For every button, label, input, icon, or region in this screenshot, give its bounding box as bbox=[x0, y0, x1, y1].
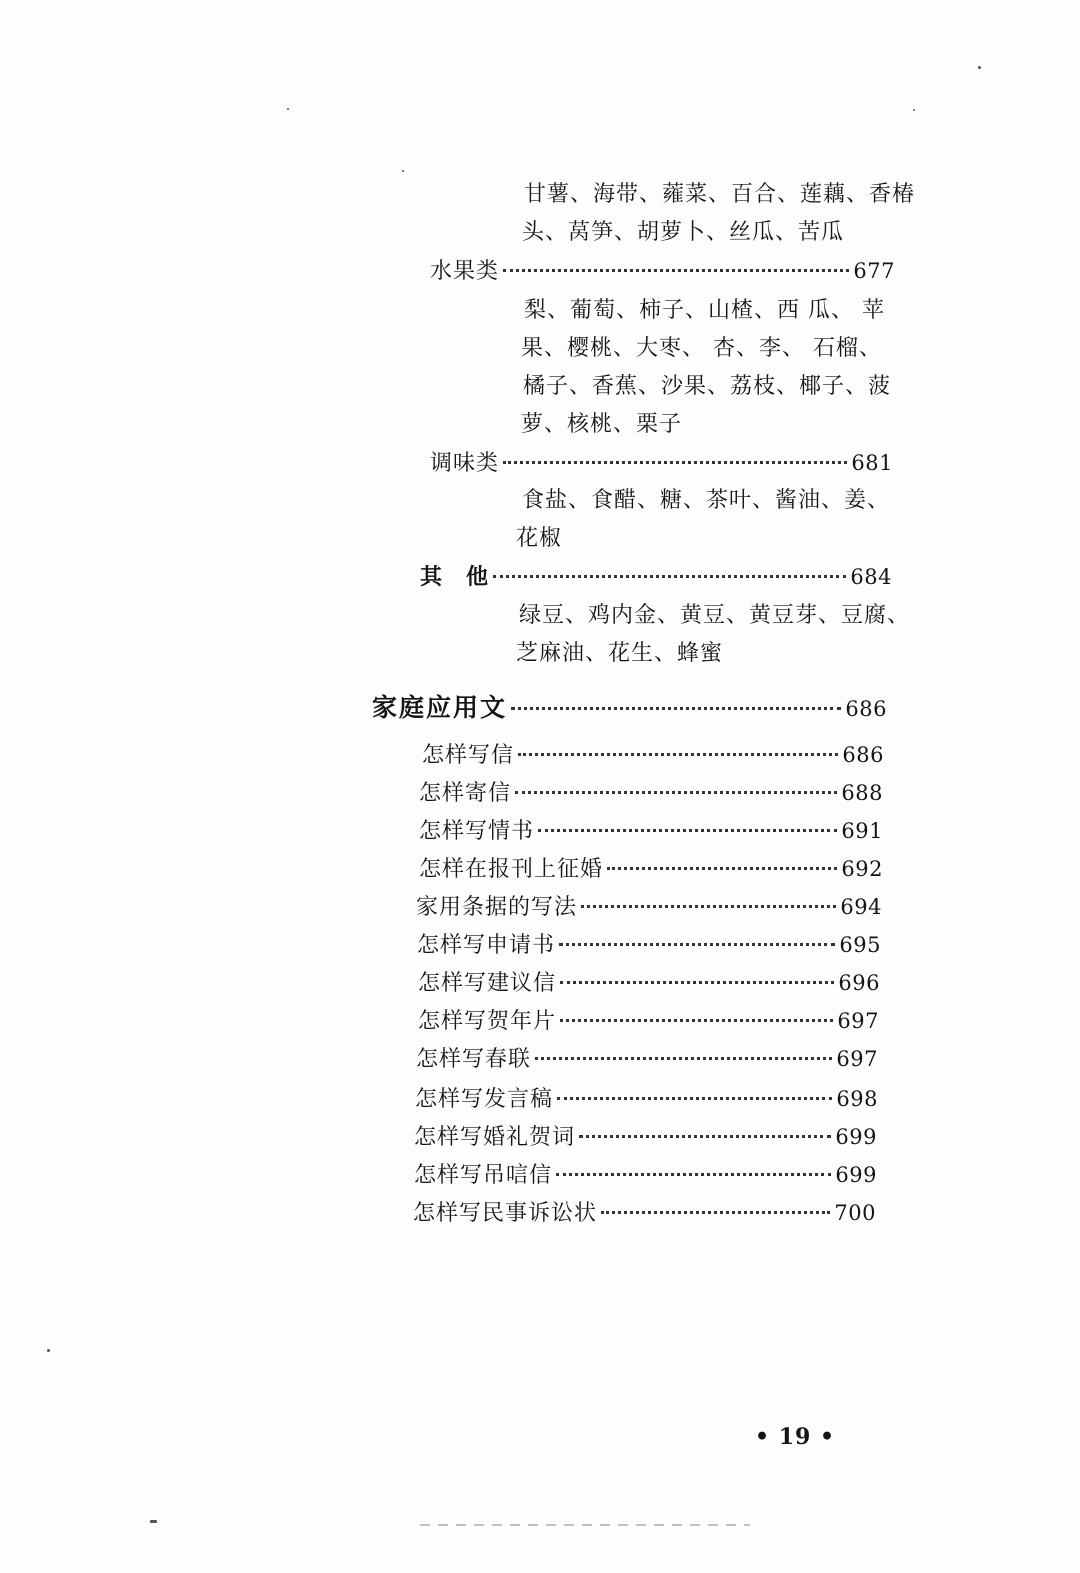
toc-item-page: 698 bbox=[836, 1087, 878, 1111]
scan-speck bbox=[287, 108, 289, 110]
seasoning-list-line: 花椒 bbox=[516, 526, 563, 551]
dot-leader bbox=[557, 1097, 832, 1100]
toc-item[interactable] bbox=[413, 1194, 876, 1233]
toc-item[interactable] bbox=[417, 926, 881, 965]
dot-leader bbox=[560, 981, 834, 984]
toc-item-label: 怎样写发言稿 bbox=[415, 1087, 554, 1112]
dot-leader bbox=[511, 707, 841, 710]
toc-item-label: 怎样写贺年片 bbox=[418, 1009, 557, 1034]
toc-item-label: 怎样写情书 bbox=[419, 819, 535, 844]
toc-item-label: 怎样写婚礼贺词 bbox=[414, 1125, 576, 1150]
toc-item-label: 家用条据的写法 bbox=[416, 895, 578, 920]
toc-item-page: 694 bbox=[840, 895, 882, 919]
toc-entry-seasoning[interactable] bbox=[430, 444, 893, 483]
toc-item-page: 697 bbox=[836, 1047, 878, 1071]
toc-item-page: 699 bbox=[835, 1125, 877, 1149]
dot-leader bbox=[503, 461, 847, 464]
toc-item-label: 怎样写民事诉讼状 bbox=[413, 1201, 598, 1226]
scan-artifact-line bbox=[420, 1524, 750, 1526]
toc-item[interactable] bbox=[414, 1156, 877, 1195]
dot-leader bbox=[560, 1019, 833, 1022]
toc-entry-page: 677 bbox=[853, 259, 895, 283]
vegetable-list-line: 头、莴笋、胡萝卜、丝瓜、苦瓜 bbox=[522, 220, 845, 245]
toc-item-page: 697 bbox=[837, 1009, 879, 1033]
dot-leader bbox=[503, 269, 849, 272]
other-list-line: 绿豆、鸡内金、黄豆、黄豆芽、豆腐、 bbox=[519, 603, 911, 628]
toc-entry-page: 684 bbox=[850, 565, 892, 589]
toc-entry-label: 其 他 bbox=[420, 564, 490, 590]
toc-item[interactable] bbox=[414, 1118, 877, 1157]
dot-leader bbox=[601, 1211, 830, 1214]
dot-leader bbox=[579, 1135, 831, 1138]
dot-leader bbox=[607, 867, 837, 870]
toc-item-label: 怎样寄信 bbox=[419, 781, 512, 806]
toc-item[interactable] bbox=[418, 1002, 879, 1041]
section-title: 家庭应用文 bbox=[372, 693, 508, 722]
toc-item-page: 699 bbox=[835, 1163, 877, 1187]
dot-leader bbox=[556, 1173, 831, 1176]
seasoning-list-line: 食盐、食醋、糖、茶叶、酱油、姜、 bbox=[522, 488, 891, 513]
toc-item-page: 691 bbox=[841, 819, 883, 843]
dot-leader bbox=[581, 905, 836, 908]
fruit-list-line: 果、樱桃、大枣、 杏、李、 石榴、 bbox=[521, 336, 882, 361]
toc-item-page: 688 bbox=[841, 781, 883, 805]
dot-leader bbox=[559, 943, 835, 946]
toc-entry-label: 水果类 bbox=[430, 259, 500, 284]
other-list-line: 芝麻油、花生、蜂蜜 bbox=[516, 641, 724, 666]
toc-item-label: 怎样写春联 bbox=[416, 1047, 532, 1072]
toc-entry-label: 调味类 bbox=[430, 451, 500, 476]
fruit-list-line: 梨、葡萄、柿子、山楂、西 瓜、 苹 bbox=[524, 298, 885, 323]
toc-item[interactable] bbox=[419, 812, 883, 851]
toc-entry-page: 681 bbox=[851, 451, 893, 475]
toc-entry-page: 686 bbox=[845, 697, 887, 721]
toc-item[interactable] bbox=[418, 964, 880, 1003]
toc-item[interactable] bbox=[416, 1040, 878, 1079]
dot-leader bbox=[518, 753, 838, 756]
dot-leader bbox=[493, 575, 846, 578]
scan-speck bbox=[402, 170, 404, 172]
toc-item[interactable] bbox=[419, 850, 883, 889]
toc-item-label: 怎样写吊唁信 bbox=[414, 1163, 553, 1188]
toc-entry-other[interactable] bbox=[420, 558, 892, 596]
toc-item-page: 700 bbox=[834, 1201, 876, 1225]
toc-item-label: 怎样写信 bbox=[422, 743, 515, 768]
fruit-list-line: 橘子、香蕉、沙果、荔枝、椰子、菠 bbox=[523, 374, 892, 399]
toc-entry-fruit[interactable] bbox=[430, 252, 895, 291]
scan-speck bbox=[150, 1520, 157, 1523]
toc-item-label: 怎样在报刊上征婚 bbox=[419, 857, 604, 882]
scan-speck bbox=[978, 66, 981, 69]
page-number: • 19 • bbox=[755, 1424, 836, 1450]
toc-item-page: 686 bbox=[842, 743, 884, 767]
vegetable-list-line: 甘薯、海带、蕹菜、百合、莲藕、香椿 bbox=[524, 182, 916, 207]
toc-item-page: 695 bbox=[839, 933, 881, 957]
toc-item-page: 692 bbox=[841, 857, 883, 881]
toc-item[interactable] bbox=[419, 774, 883, 813]
dot-leader bbox=[535, 1057, 832, 1060]
toc-item-label: 怎样写建议信 bbox=[418, 971, 557, 996]
fruit-list-line: 萝、核桃、栗子 bbox=[521, 412, 683, 437]
toc-item[interactable] bbox=[416, 888, 882, 927]
toc-item[interactable] bbox=[415, 1080, 878, 1119]
toc-item[interactable] bbox=[422, 736, 884, 775]
toc-section-heading[interactable] bbox=[372, 689, 887, 728]
scan-speck bbox=[913, 109, 915, 111]
dot-leader bbox=[538, 829, 837, 832]
toc-item-label: 怎样写申请书 bbox=[417, 933, 556, 958]
scan-speck bbox=[47, 1349, 50, 1352]
dot-leader bbox=[515, 791, 837, 794]
toc-item-page: 696 bbox=[838, 971, 880, 995]
